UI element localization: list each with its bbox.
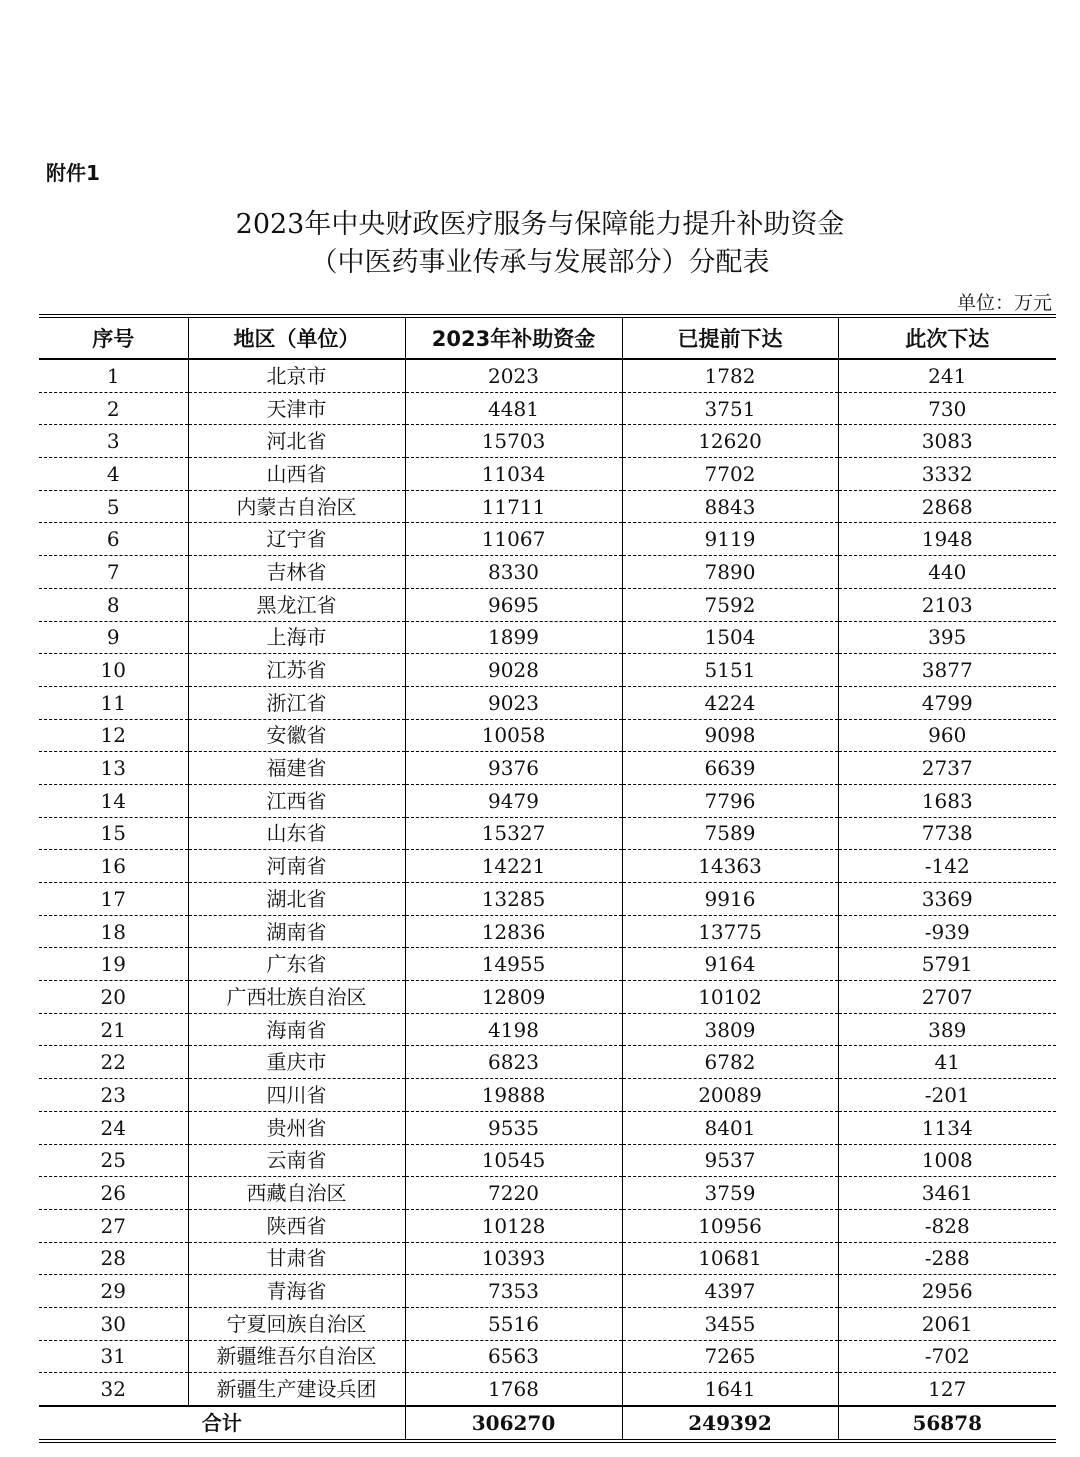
cell-region: 福建省 bbox=[188, 752, 405, 785]
table-row bbox=[39, 621, 1056, 654]
document-title: 2023年中央财政医疗服务与保障能力提升补助资金 bbox=[235, 209, 845, 240]
cell-current-issue: 2061 bbox=[838, 1307, 1056, 1340]
table-row bbox=[39, 686, 1056, 719]
cell-index: 30 bbox=[39, 1307, 188, 1340]
cell-advance-issued: 12620 bbox=[622, 425, 838, 458]
cell-current-issue: 389 bbox=[838, 1013, 1056, 1046]
cell-advance-issued: 10681 bbox=[622, 1242, 838, 1275]
cell-total-funds: 9479 bbox=[405, 784, 622, 817]
table-row bbox=[39, 654, 1056, 687]
cell-total-funds: 9028 bbox=[405, 654, 622, 687]
cell-advance-issued: 9098 bbox=[622, 719, 838, 752]
cell-total-funds: 9695 bbox=[405, 588, 622, 621]
cell-current-issue: 3877 bbox=[838, 654, 1056, 687]
cell-current-issue: 730 bbox=[838, 392, 1056, 425]
table-row bbox=[39, 1242, 1056, 1275]
cell-advance-issued: 10956 bbox=[622, 1209, 838, 1242]
cell-current-issue: 1948 bbox=[838, 523, 1056, 556]
cell-total-funds: 14221 bbox=[405, 850, 622, 883]
table-row bbox=[39, 1046, 1056, 1079]
header-total-funds: 2023年补助资金 bbox=[405, 316, 622, 359]
table-row bbox=[39, 784, 1056, 817]
header-index: 序号 bbox=[39, 316, 188, 359]
cell-index: 18 bbox=[39, 915, 188, 948]
table-row bbox=[39, 817, 1056, 850]
table-row bbox=[39, 752, 1056, 785]
cell-region: 吉林省 bbox=[188, 556, 405, 589]
cell-total-funds: 14955 bbox=[405, 948, 622, 981]
cell-current-issue: -939 bbox=[838, 915, 1056, 948]
cell-region: 贵州省 bbox=[188, 1111, 405, 1144]
cell-index: 25 bbox=[39, 1144, 188, 1177]
table-row bbox=[39, 1144, 1056, 1177]
cell-index: 1 bbox=[39, 359, 188, 392]
table-row bbox=[39, 490, 1056, 523]
cell-advance-issued: 3455 bbox=[622, 1307, 838, 1340]
table-header-row bbox=[39, 316, 1056, 359]
cell-total-funds: 15703 bbox=[405, 425, 622, 458]
cell-current-issue: 3369 bbox=[838, 883, 1056, 916]
table-row bbox=[39, 948, 1056, 981]
cell-advance-issued: 7890 bbox=[622, 556, 838, 589]
table-row bbox=[39, 981, 1056, 1014]
cell-region: 内蒙古自治区 bbox=[188, 490, 405, 523]
cell-advance-issued: 9916 bbox=[622, 883, 838, 916]
cell-index: 5 bbox=[39, 490, 188, 523]
cell-total-funds: 15327 bbox=[405, 817, 622, 850]
cell-region: 新疆维吾尔自治区 bbox=[188, 1340, 405, 1373]
cell-region: 河南省 bbox=[188, 850, 405, 883]
cell-total-funds: 11067 bbox=[405, 523, 622, 556]
cell-advance-issued: 7265 bbox=[622, 1340, 838, 1373]
cell-current-issue: 41 bbox=[838, 1046, 1056, 1079]
cell-index: 13 bbox=[39, 752, 188, 785]
cell-total-funds: 5516 bbox=[405, 1307, 622, 1340]
attachment-label: 附件1 bbox=[46, 161, 100, 185]
cell-region: 宁夏回族自治区 bbox=[188, 1307, 405, 1340]
cell-index: 14 bbox=[39, 784, 188, 817]
cell-advance-issued: 9537 bbox=[622, 1144, 838, 1177]
cell-index: 2 bbox=[39, 392, 188, 425]
cell-advance-issued: 1504 bbox=[622, 621, 838, 654]
cell-advance-issued: 9119 bbox=[622, 523, 838, 556]
cell-region: 北京市 bbox=[188, 359, 405, 392]
cell-advance-issued: 7592 bbox=[622, 588, 838, 621]
table-row bbox=[39, 425, 1056, 458]
cell-region: 江苏省 bbox=[188, 654, 405, 687]
cell-total-funds: 9023 bbox=[405, 686, 622, 719]
cell-region: 山西省 bbox=[188, 458, 405, 491]
cell-total-funds: 11034 bbox=[405, 458, 622, 491]
cell-advance-issued: 1782 bbox=[622, 359, 838, 392]
cell-advance-issued: 14363 bbox=[622, 850, 838, 883]
table-row bbox=[39, 915, 1056, 948]
cell-total-funds: 13285 bbox=[405, 883, 622, 916]
cell-index: 20 bbox=[39, 981, 188, 1014]
cell-current-issue: 2868 bbox=[838, 490, 1056, 523]
cell-region: 青海省 bbox=[188, 1275, 405, 1308]
table-row bbox=[39, 458, 1056, 491]
cell-current-issue: 2707 bbox=[838, 981, 1056, 1014]
cell-advance-issued: 13775 bbox=[622, 915, 838, 948]
cell-region: 西藏自治区 bbox=[188, 1177, 405, 1210]
table-body bbox=[39, 359, 1056, 1441]
cell-current-issue: 1008 bbox=[838, 1144, 1056, 1177]
total-funds: 306270 bbox=[405, 1406, 622, 1441]
cell-total-funds: 4198 bbox=[405, 1013, 622, 1046]
cell-index: 31 bbox=[39, 1340, 188, 1373]
cell-current-issue: 2737 bbox=[838, 752, 1056, 785]
cell-region: 河北省 bbox=[188, 425, 405, 458]
cell-advance-issued: 4397 bbox=[622, 1275, 838, 1308]
cell-region: 辽宁省 bbox=[188, 523, 405, 556]
total-label: 合计 bbox=[39, 1406, 405, 1441]
cell-current-issue: 3083 bbox=[838, 425, 1056, 458]
cell-current-issue: -288 bbox=[838, 1242, 1056, 1275]
cell-index: 10 bbox=[39, 654, 188, 687]
cell-index: 6 bbox=[39, 523, 188, 556]
cell-total-funds: 4481 bbox=[405, 392, 622, 425]
cell-current-issue: -201 bbox=[838, 1079, 1056, 1112]
cell-region: 广东省 bbox=[188, 948, 405, 981]
cell-total-funds: 19888 bbox=[405, 1079, 622, 1112]
cell-region: 天津市 bbox=[188, 392, 405, 425]
cell-total-funds: 6823 bbox=[405, 1046, 622, 1079]
cell-current-issue: 960 bbox=[838, 719, 1056, 752]
cell-advance-issued: 10102 bbox=[622, 981, 838, 1014]
cell-advance-issued: 3759 bbox=[622, 1177, 838, 1210]
cell-region: 上海市 bbox=[188, 621, 405, 654]
cell-total-funds: 12836 bbox=[405, 915, 622, 948]
cell-current-issue: 440 bbox=[838, 556, 1056, 589]
cell-total-funds: 1768 bbox=[405, 1373, 622, 1406]
table-row bbox=[39, 719, 1056, 752]
cell-region: 云南省 bbox=[188, 1144, 405, 1177]
header-region: 地区（单位） bbox=[188, 316, 405, 359]
cell-current-issue: 241 bbox=[838, 359, 1056, 392]
table-row bbox=[39, 1079, 1056, 1112]
table-row bbox=[39, 1177, 1056, 1210]
cell-index: 32 bbox=[100, 1377, 126, 1402]
table-row bbox=[39, 1209, 1056, 1242]
table-row bbox=[39, 1373, 1056, 1406]
cell-total-funds: 7220 bbox=[405, 1177, 622, 1210]
header-current-issue: 此次下达 bbox=[838, 316, 1056, 359]
total-advance: 249392 bbox=[622, 1406, 838, 1441]
cell-index: 4 bbox=[39, 458, 188, 491]
cell-current-issue: 7738 bbox=[838, 817, 1056, 850]
cell-index: 29 bbox=[39, 1275, 188, 1308]
cell-index: 27 bbox=[39, 1209, 188, 1242]
cell-total-funds: 9376 bbox=[405, 752, 622, 785]
cell-current-issue: 3461 bbox=[838, 1177, 1056, 1210]
allocation-table bbox=[39, 314, 1056, 1443]
table-row bbox=[39, 850, 1056, 883]
cell-current-issue: 127 bbox=[838, 1373, 1056, 1406]
cell-region: 安徽省 bbox=[188, 719, 405, 752]
table-row bbox=[39, 392, 1056, 425]
cell-total-funds: 11711 bbox=[405, 490, 622, 523]
table-row bbox=[39, 1013, 1056, 1046]
cell-advance-issued: 6782 bbox=[622, 1046, 838, 1079]
cell-current-issue: 1134 bbox=[838, 1111, 1056, 1144]
cell-region: 湖南省 bbox=[188, 915, 405, 948]
cell-index: 28 bbox=[39, 1242, 188, 1275]
cell-advance-issued: 6639 bbox=[622, 752, 838, 785]
cell-total-funds: 7353 bbox=[405, 1275, 622, 1308]
cell-advance-issued: 20089 bbox=[622, 1079, 838, 1112]
cell-index: 23 bbox=[39, 1079, 188, 1112]
cell-current-issue: 395 bbox=[838, 621, 1056, 654]
table-row bbox=[39, 1111, 1056, 1144]
table-row bbox=[39, 883, 1056, 916]
cell-index: 9 bbox=[39, 621, 188, 654]
table-row bbox=[39, 1307, 1056, 1340]
table-row bbox=[39, 588, 1056, 621]
total-row bbox=[39, 1406, 1056, 1441]
cell-total-funds: 10058 bbox=[405, 719, 622, 752]
cell-total-funds: 10393 bbox=[405, 1242, 622, 1275]
cell-current-issue: -142 bbox=[838, 850, 1056, 883]
cell-current-issue: 4799 bbox=[838, 686, 1056, 719]
table-row bbox=[39, 523, 1056, 556]
cell-index: 26 bbox=[39, 1177, 188, 1210]
cell-region: 新疆生产建设兵团 bbox=[188, 1373, 405, 1406]
cell-index: 3 bbox=[39, 425, 188, 458]
table-row bbox=[39, 359, 1056, 392]
cell-total-funds: 10545 bbox=[405, 1144, 622, 1177]
cell-index: 7 bbox=[39, 556, 188, 589]
cell-advance-issued: 8843 bbox=[622, 490, 838, 523]
cell-index: 19 bbox=[39, 948, 188, 981]
cell-region: 浙江省 bbox=[188, 686, 405, 719]
cell-current-issue: 5791 bbox=[838, 948, 1056, 981]
table-row bbox=[39, 1340, 1056, 1373]
cell-total-funds: 1899 bbox=[405, 621, 622, 654]
cell-advance-issued: 3751 bbox=[622, 392, 838, 425]
cell-total-funds: 9535 bbox=[405, 1111, 622, 1144]
document-subtitle: （中医药事业传承与发展部分）分配表 bbox=[310, 247, 770, 278]
total-current: 56878 bbox=[838, 1406, 1056, 1441]
table-row bbox=[39, 1275, 1056, 1308]
cell-total-funds: 6563 bbox=[405, 1340, 622, 1373]
cell-index: 21 bbox=[39, 1013, 188, 1046]
cell-region: 黑龙江省 bbox=[188, 588, 405, 621]
cell-region: 陕西省 bbox=[188, 1209, 405, 1242]
header-advance-issued: 已提前下达 bbox=[622, 316, 838, 359]
cell-region: 四川省 bbox=[188, 1079, 405, 1112]
cell-region: 甘肃省 bbox=[188, 1242, 405, 1275]
cell-advance-issued: 7589 bbox=[622, 817, 838, 850]
cell-advance-issued: 9164 bbox=[622, 948, 838, 981]
cell-index: 22 bbox=[39, 1046, 188, 1079]
cell-region: 湖北省 bbox=[188, 883, 405, 916]
cell-advance-issued: 4224 bbox=[622, 686, 838, 719]
cell-region: 山东省 bbox=[188, 817, 405, 850]
cell-index: 12 bbox=[39, 719, 188, 752]
cell-total-funds: 2023 bbox=[405, 359, 622, 392]
cell-total-funds: 8330 bbox=[405, 556, 622, 589]
cell-index: 8 bbox=[39, 588, 188, 621]
cell-advance-issued: 8401 bbox=[622, 1111, 838, 1144]
cell-index: 15 bbox=[39, 817, 188, 850]
cell-advance-issued: 7796 bbox=[622, 784, 838, 817]
cell-current-issue: 3332 bbox=[838, 458, 1056, 491]
cell-current-issue: -702 bbox=[838, 1340, 1056, 1373]
cell-region: 广西壮族自治区 bbox=[188, 981, 405, 1014]
cell-index: 16 bbox=[39, 850, 188, 883]
cell-total-funds: 10128 bbox=[405, 1209, 622, 1242]
cell-advance-issued: 1641 bbox=[622, 1373, 838, 1406]
cell-current-issue: 2103 bbox=[838, 588, 1056, 621]
cell-current-issue: -828 bbox=[838, 1209, 1056, 1242]
cell-current-issue: 2956 bbox=[838, 1275, 1056, 1308]
cell-advance-issued: 5151 bbox=[622, 654, 838, 687]
cell-index: 24 bbox=[39, 1111, 188, 1144]
cell-advance-issued: 7702 bbox=[622, 458, 838, 491]
cell-total-funds: 12809 bbox=[405, 981, 622, 1014]
cell-region: 江西省 bbox=[188, 784, 405, 817]
unit-label: 单位：万元 bbox=[956, 292, 1052, 314]
cell-current-issue: 1683 bbox=[838, 784, 1056, 817]
table-row bbox=[39, 556, 1056, 589]
cell-advance-issued: 3809 bbox=[622, 1013, 838, 1046]
cell-region: 海南省 bbox=[188, 1013, 405, 1046]
cell-index: 11 bbox=[39, 686, 188, 719]
cell-index: 17 bbox=[39, 883, 188, 916]
cell-region: 重庆市 bbox=[188, 1046, 405, 1079]
